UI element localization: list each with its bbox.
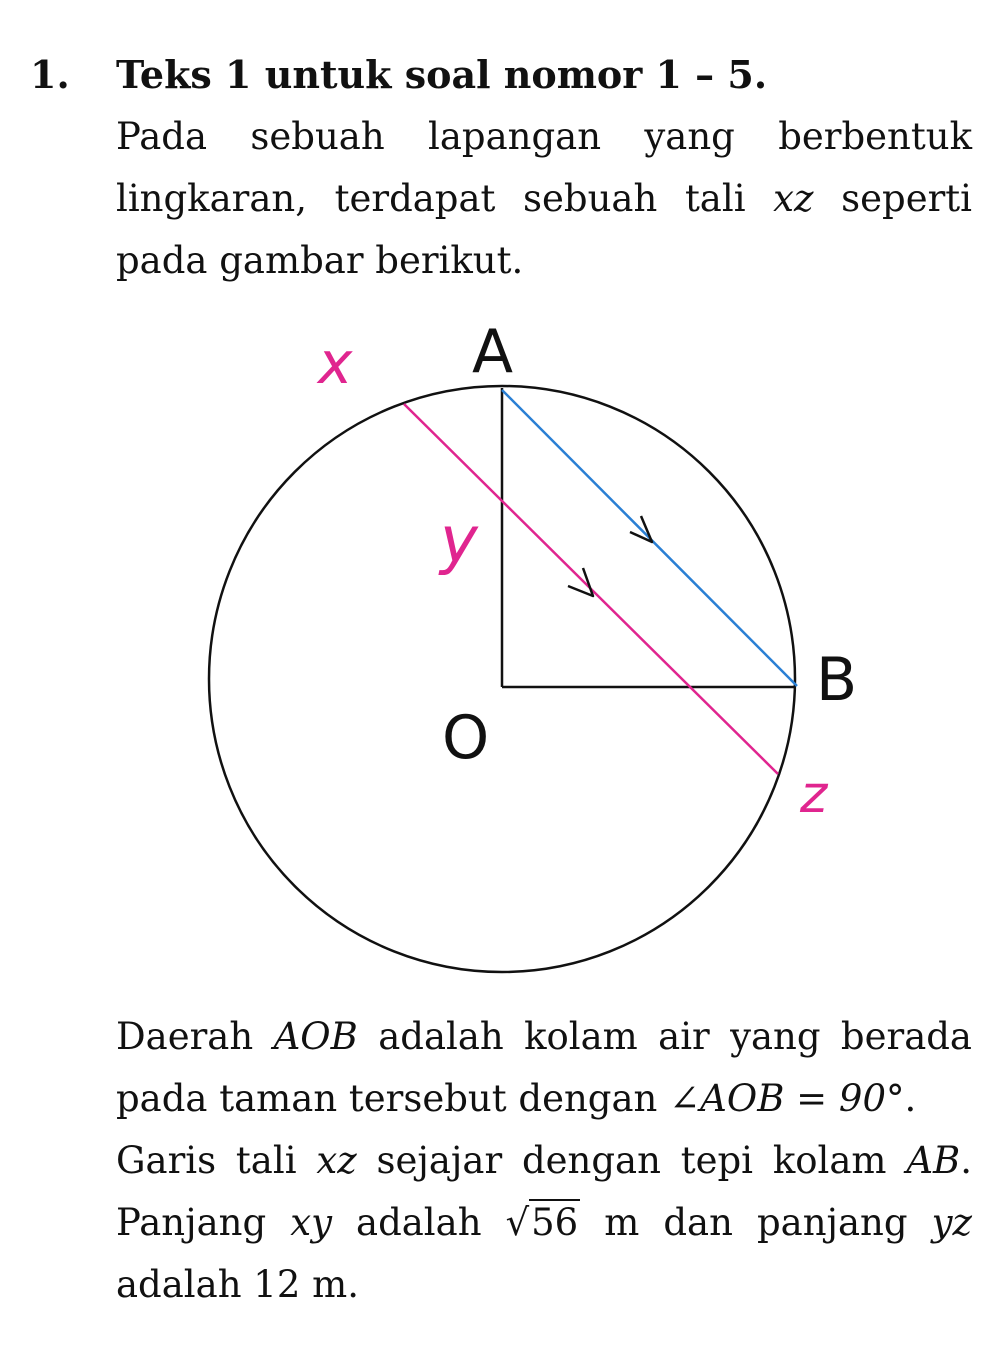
body-line-1-a: Daerah [116, 1015, 274, 1058]
label-B: B [816, 645, 858, 715]
var-xy: xy [290, 1201, 332, 1244]
body-line-2 [116, 1068, 972, 1130]
label-x: x [318, 329, 353, 397]
intro-line-2-text-b: seperti [813, 177, 973, 220]
sqrt-radicand: 56 [531, 1201, 579, 1244]
body-line-3-a: Garis tali [116, 1139, 317, 1182]
label-A: A [472, 317, 514, 387]
var-xz: xz [773, 177, 814, 220]
label-O: O [442, 703, 490, 773]
arrow-pink-icon [568, 568, 593, 596]
intro-paragraph [116, 106, 972, 292]
sqrt-sign: √ [505, 1201, 530, 1244]
question-title: Teks 1 untuk soal nomor 1 – 5. [116, 52, 768, 97]
question-number: 1. [30, 52, 70, 97]
angle-expression: ∠AOB = 90° [669, 1077, 905, 1120]
body-line-1 [116, 1006, 972, 1068]
body-line-4-c: m dan panjang [580, 1201, 932, 1244]
body-line-4-a: Panjang [116, 1201, 291, 1244]
sqrt-expression [506, 1192, 581, 1254]
intro-line-1: Pada sebuah lapangan yang berbentuk [116, 115, 972, 158]
body-line-3-b: sejajar dengan tepi kolam [356, 1139, 907, 1182]
body-line-4-b: adalah [331, 1201, 506, 1244]
var-yz: yz [931, 1201, 972, 1244]
var-AB: AB [906, 1139, 961, 1182]
body-line-5: adalah 12 m. [116, 1263, 359, 1306]
circle-diagram [0, 290, 992, 990]
body-line-2-a: pada taman tersebut dengan [116, 1077, 670, 1120]
var-AOB: AOB [273, 1015, 358, 1058]
body-line-1-b: adalah kolam air yang berada [357, 1015, 972, 1058]
intro-line-3: pada gambar berikut. [116, 239, 524, 282]
body-line-4 [116, 1192, 972, 1254]
var-xz-2: xz [316, 1139, 357, 1182]
body-line-3 [116, 1130, 972, 1192]
body-paragraph [116, 1006, 972, 1316]
body-line-2-b: . [904, 1077, 917, 1120]
label-y: y [440, 504, 478, 578]
intro-line-2 [116, 168, 972, 230]
body-line-3-c: . [960, 1139, 972, 1182]
intro-line-2-text-a: lingkaran, terdapat sebuah tali [116, 177, 774, 220]
label-z: z [800, 765, 828, 825]
